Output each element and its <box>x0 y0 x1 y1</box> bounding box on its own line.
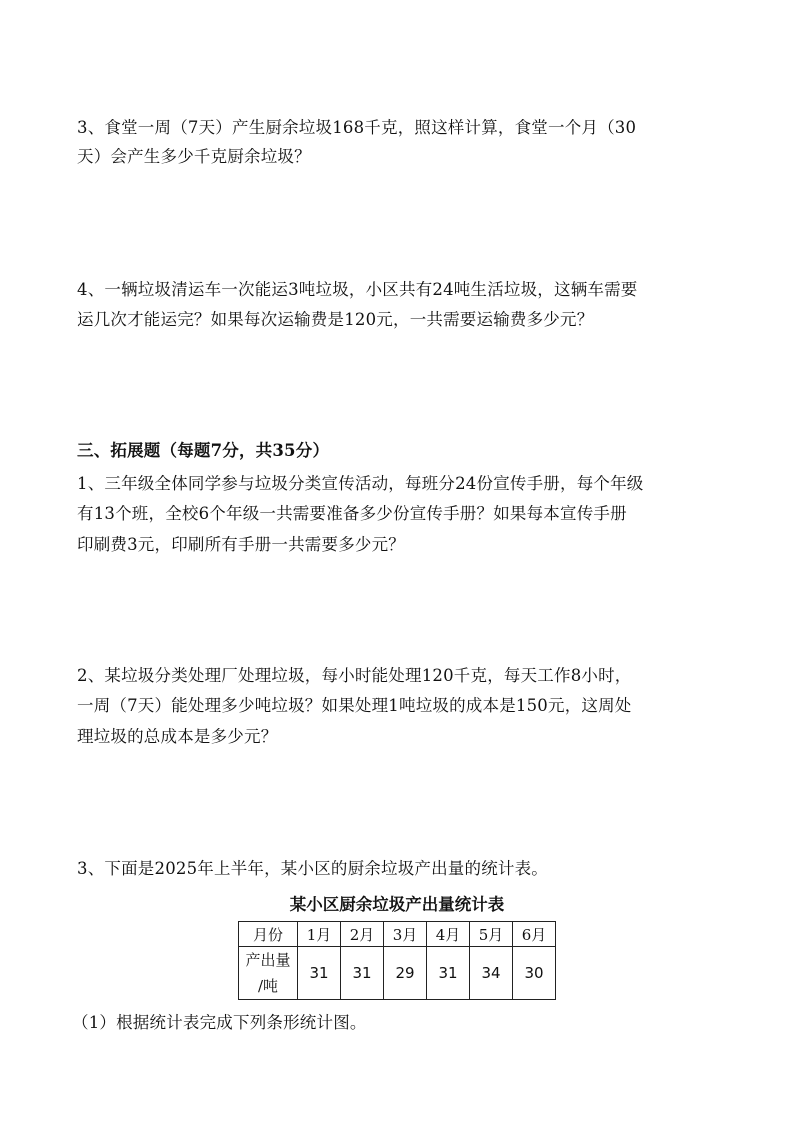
p1-line-1: 1、三年级全体同学参与垃圾分类宣传活动，每班分24份宣传手册，每个年级 <box>77 474 644 493</box>
p2-line-1: 2、某垃圾分类处理厂处理垃圾，每小时能处理120千克，每天工作8小时， <box>77 666 632 685</box>
month-cell: 3月 <box>384 922 427 947</box>
q3-line-1: 3、食堂一周（7天）产生厨余垃圾168千克，照这样计算，食堂一个月（30 <box>77 118 637 137</box>
month-cell: 4月 <box>427 922 470 947</box>
p1-line-2: 有13个班，全校6个年级一共需要准备多少份宣传手册？如果每本宣传手册 <box>77 504 627 523</box>
q4-line-2: 运几次才能运完？如果每次运输费是120元，一共需要运输费多少元？ <box>77 310 594 329</box>
stats-table <box>238 921 556 1000</box>
table-title: 某小区厨余垃圾产出量统计表 <box>289 895 505 914</box>
row-label-top: 产出量 <box>245 951 291 969</box>
row-label-bottom: /吨 <box>257 977 279 995</box>
value-cell: 31 <box>427 947 470 1000</box>
value-cell: 31 <box>298 947 341 1000</box>
month-cell: 5月 <box>470 922 513 947</box>
p2-line-3: 理垃圾的总成本是多少元？ <box>77 727 278 746</box>
q3-line-2: 天）会产生多少千克厨余垃圾？ <box>77 147 311 166</box>
month-cell: 6月 <box>513 922 556 947</box>
table-row-label <box>239 947 298 1000</box>
p3-sub-1: （1）根据统计表完成下列条形统计图。 <box>72 1013 367 1032</box>
value-cell: 29 <box>384 947 427 1000</box>
value-cell: 30 <box>513 947 556 1000</box>
value-cell: 34 <box>470 947 513 1000</box>
q4-line-1: 4、一辆垃圾清运车一次能运3吨垃圾，小区共有24吨生活垃圾，这辆车需要 <box>77 280 638 299</box>
table-value-row <box>239 947 556 1000</box>
p2-line-2: 一周（7天）能处理多少吨垃圾？如果处理1吨垃圾的成本是150元，这周处 <box>77 696 632 715</box>
table-header-label: 月份 <box>239 922 298 947</box>
month-cell: 2月 <box>341 922 384 947</box>
value-cell: 31 <box>341 947 384 1000</box>
month-cell: 1月 <box>298 922 341 947</box>
section-3-heading: 三、拓展题（每题7分，共35分） <box>77 441 330 460</box>
p3-line-1: 3、下面是2025年上半年，某小区的厨余垃圾产出量的统计表。 <box>77 859 548 878</box>
p1-line-3: 印刷费3元，印刷所有手册一共需要多少元？ <box>77 535 405 554</box>
table-header-row <box>239 922 556 947</box>
